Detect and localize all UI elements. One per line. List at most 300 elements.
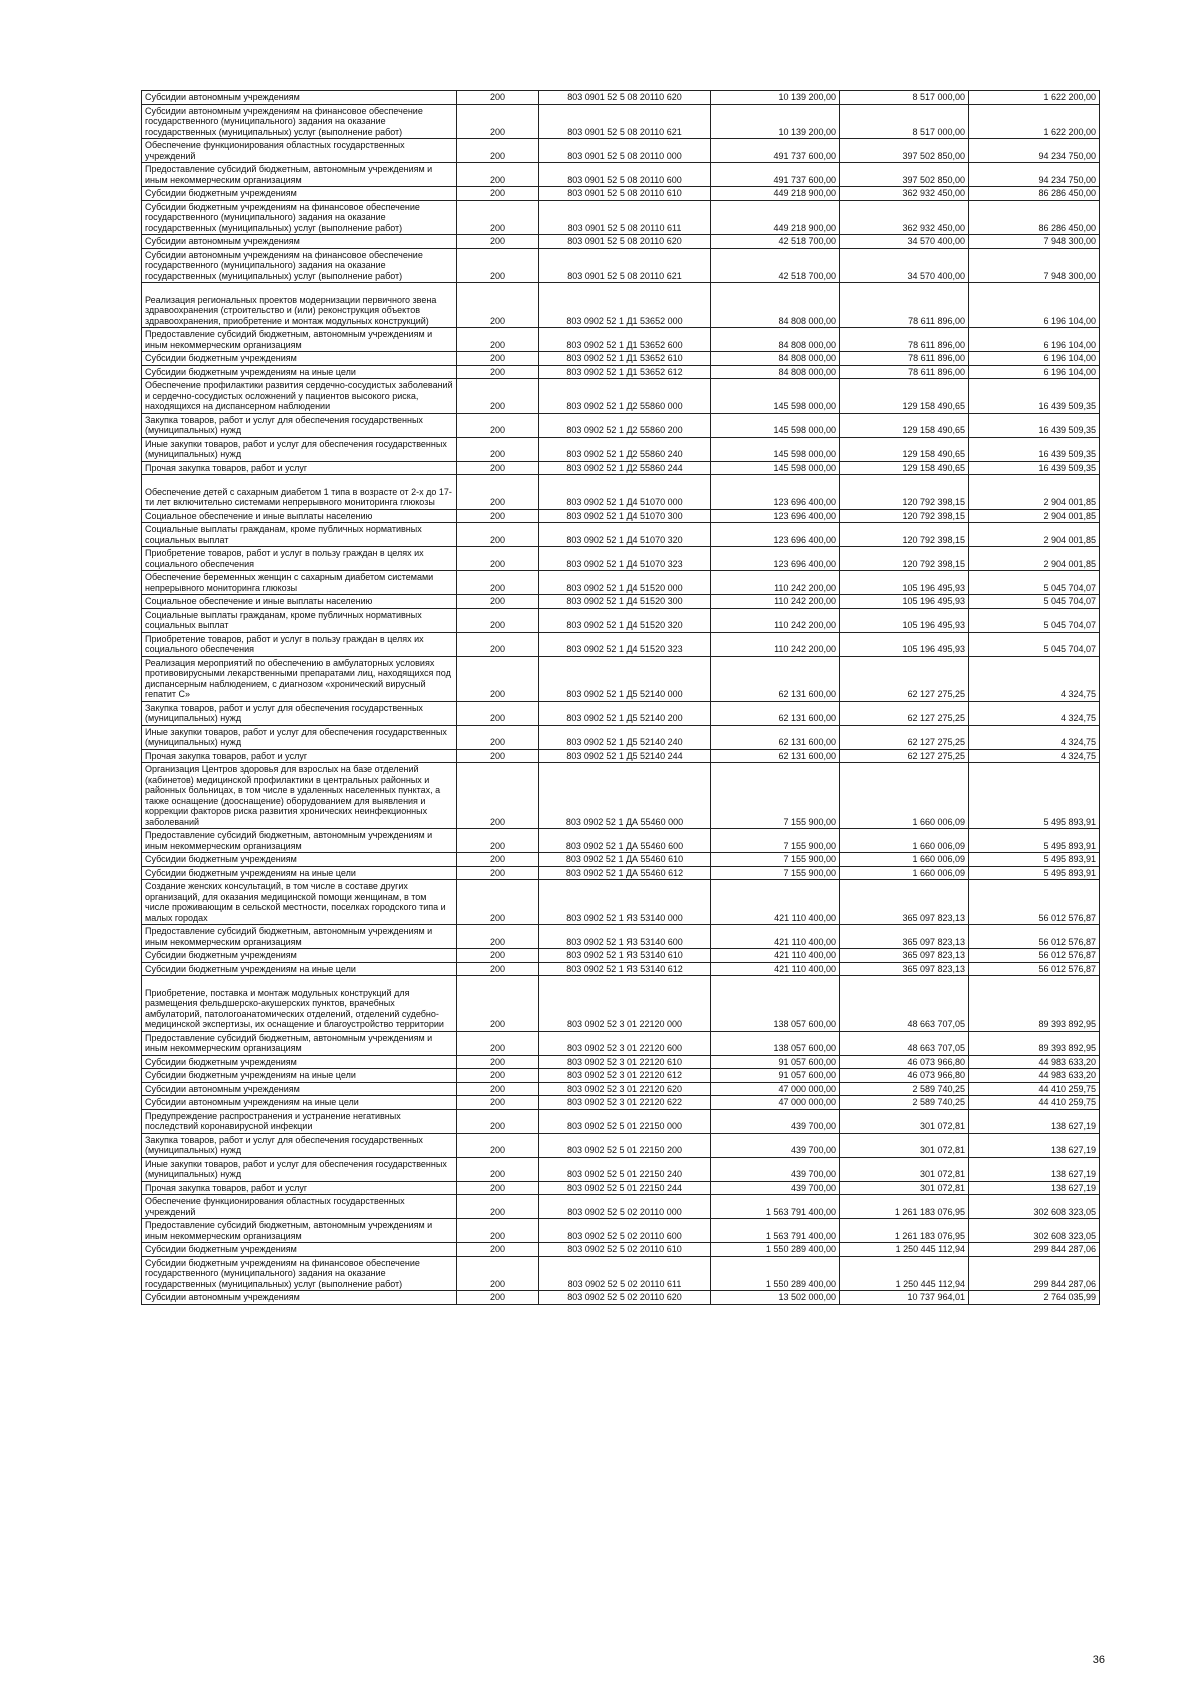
table-row — [142, 283, 1100, 328]
row-unexecuted: 299 844 287,06 — [969, 1256, 1100, 1291]
row-approved: 145 598 000,00 — [711, 413, 840, 437]
table-row — [142, 461, 1100, 475]
row-budget-code: 803 0902 52 5 02 20110 000 — [539, 1195, 711, 1219]
row-unexecuted: 299 844 287,06 — [969, 1243, 1100, 1257]
row-line-code: 200 — [457, 1031, 539, 1055]
row-executed: 78 611 896,00 — [840, 365, 969, 379]
row-name: Социальные выплаты гражданам, кроме публичных нормативных социальных выплат — [142, 523, 457, 547]
row-line-code: 200 — [457, 475, 539, 510]
row-executed: 2 589 740,25 — [840, 1096, 969, 1110]
row-unexecuted: 4 324,75 — [969, 701, 1100, 725]
row-line-code: 200 — [457, 656, 539, 701]
row-line-code: 200 — [457, 1055, 539, 1069]
row-approved: 145 598 000,00 — [711, 437, 840, 461]
row-budget-code: 803 0902 52 1 Д4 51070 000 — [539, 475, 711, 510]
table-row — [142, 1291, 1100, 1305]
row-approved: 138 057 600,00 — [711, 976, 840, 1032]
row-name: Приобретение, поставка и монтаж модульных конструкций для размещения фельдшерско-акушерских пунктов, врачебных амбулаторий, патологоанатомических отделений, отделений судебно-медицинской экспертизы, их оснащение и благоустройство территории — [142, 976, 457, 1032]
row-approved: 10 139 200,00 — [711, 91, 840, 105]
row-line-code: 200 — [457, 328, 539, 352]
row-budget-code: 803 0902 52 1 Д2 55860 000 — [539, 379, 711, 414]
row-unexecuted: 86 286 450,00 — [969, 200, 1100, 235]
row-approved: 13 502 000,00 — [711, 1291, 840, 1305]
row-name: Субсидии автономным учреждениям — [142, 1291, 457, 1305]
table-row — [142, 200, 1100, 235]
row-line-code: 200 — [457, 1195, 539, 1219]
row-line-code: 200 — [457, 976, 539, 1032]
row-line-code: 200 — [457, 163, 539, 187]
row-line-code: 200 — [457, 1219, 539, 1243]
row-name: Субсидии автономным учреждениям — [142, 235, 457, 249]
row-executed: 78 611 896,00 — [840, 352, 969, 366]
row-line-code: 200 — [457, 1243, 539, 1257]
row-unexecuted: 56 012 576,87 — [969, 880, 1100, 925]
row-line-code: 200 — [457, 608, 539, 632]
row-approved: 1 550 289 400,00 — [711, 1243, 840, 1257]
row-unexecuted: 5 495 893,91 — [969, 763, 1100, 829]
row-budget-code: 803 0902 52 1 Я3 53140 600 — [539, 925, 711, 949]
row-executed: 397 502 850,00 — [840, 163, 969, 187]
row-unexecuted: 44 410 259,75 — [969, 1082, 1100, 1096]
row-line-code: 200 — [457, 413, 539, 437]
row-line-code: 200 — [457, 200, 539, 235]
table-row — [142, 509, 1100, 523]
table-row — [142, 595, 1100, 609]
row-name: Субсидии автономным учреждениям — [142, 91, 457, 105]
row-budget-code: 803 0902 52 1 Я3 53140 000 — [539, 880, 711, 925]
row-line-code: 200 — [457, 139, 539, 163]
row-line-code: 200 — [457, 1291, 539, 1305]
row-name: Предоставление субсидий бюджетным, автономным учреждениям и иным некоммерческим организациям — [142, 328, 457, 352]
table-row — [142, 91, 1100, 105]
table-row — [142, 701, 1100, 725]
row-executed: 301 072,81 — [840, 1109, 969, 1133]
table-row — [142, 1109, 1100, 1133]
row-budget-code: 803 0902 52 1 Д1 53652 610 — [539, 352, 711, 366]
row-unexecuted: 89 393 892,95 — [969, 976, 1100, 1032]
row-executed: 10 737 964,01 — [840, 1291, 969, 1305]
row-executed: 62 127 275,25 — [840, 749, 969, 763]
row-budget-code: 803 0902 52 1 Д5 52140 000 — [539, 656, 711, 701]
row-approved: 110 242 200,00 — [711, 595, 840, 609]
row-name: Прочая закупка товаров, работ и услуг — [142, 749, 457, 763]
row-budget-code: 803 0902 52 3 01 22120 600 — [539, 1031, 711, 1055]
row-executed: 105 196 495,93 — [840, 608, 969, 632]
row-approved: 62 131 600,00 — [711, 725, 840, 749]
row-line-code: 200 — [457, 509, 539, 523]
row-name: Субсидии бюджетным учреждениям на иные цели — [142, 365, 457, 379]
row-approved: 449 218 900,00 — [711, 187, 840, 201]
table-row — [142, 523, 1100, 547]
row-executed: 78 611 896,00 — [840, 283, 969, 328]
row-name: Закупка товаров, работ и услуг для обеспечения государственных (муниципальных) нужд — [142, 701, 457, 725]
table-row — [142, 656, 1100, 701]
row-executed: 129 158 490,65 — [840, 461, 969, 475]
row-executed: 362 932 450,00 — [840, 200, 969, 235]
row-unexecuted: 5 495 893,91 — [969, 853, 1100, 867]
row-line-code: 200 — [457, 235, 539, 249]
row-budget-code: 803 0902 52 5 02 20110 611 — [539, 1256, 711, 1291]
row-budget-code: 803 0902 52 1 Д5 52140 244 — [539, 749, 711, 763]
row-unexecuted: 7 948 300,00 — [969, 248, 1100, 283]
row-name: Иные закупки товаров, работ и услуг для обеспечения государственных (муниципальных) нужд — [142, 1157, 457, 1181]
row-approved: 47 000 000,00 — [711, 1082, 840, 1096]
table-row — [142, 248, 1100, 283]
table-row — [142, 763, 1100, 829]
row-line-code: 200 — [457, 104, 539, 139]
row-executed: 46 073 966,80 — [840, 1055, 969, 1069]
table-row — [142, 1069, 1100, 1083]
row-line-code: 200 — [457, 379, 539, 414]
row-unexecuted: 6 196 104,00 — [969, 365, 1100, 379]
row-line-code: 200 — [457, 1069, 539, 1083]
page-number: 36 — [1092, 1654, 1105, 1666]
row-executed: 365 097 823,13 — [840, 962, 969, 976]
row-line-code: 200 — [457, 1256, 539, 1291]
row-executed: 362 932 450,00 — [840, 187, 969, 201]
row-executed: 120 792 398,15 — [840, 547, 969, 571]
row-budget-code: 803 0902 52 1 Д2 55860 200 — [539, 413, 711, 437]
row-unexecuted: 4 324,75 — [969, 725, 1100, 749]
row-line-code: 200 — [457, 853, 539, 867]
row-budget-code: 803 0902 52 1 ДА 55460 612 — [539, 866, 711, 880]
row-approved: 421 110 400,00 — [711, 949, 840, 963]
row-executed: 301 072,81 — [840, 1181, 969, 1195]
row-unexecuted: 5 045 704,07 — [969, 608, 1100, 632]
row-approved: 42 518 700,00 — [711, 248, 840, 283]
table-row — [142, 880, 1100, 925]
row-budget-code: 803 0901 52 5 08 20110 621 — [539, 248, 711, 283]
row-approved: 1 550 289 400,00 — [711, 1256, 840, 1291]
row-unexecuted: 2 904 001,85 — [969, 475, 1100, 510]
row-line-code: 200 — [457, 365, 539, 379]
row-name: Приобретение товаров, работ и услуг в пользу граждан в целях их социального обеспечения — [142, 547, 457, 571]
table-row — [142, 829, 1100, 853]
row-executed: 2 589 740,25 — [840, 1082, 969, 1096]
row-executed: 1 660 006,09 — [840, 853, 969, 867]
row-approved: 439 700,00 — [711, 1181, 840, 1195]
row-budget-code: 803 0902 52 5 02 20110 620 — [539, 1291, 711, 1305]
row-budget-code: 803 0902 52 1 ДА 55460 000 — [539, 763, 711, 829]
table-row — [142, 379, 1100, 414]
row-unexecuted: 7 948 300,00 — [969, 235, 1100, 249]
row-approved: 110 242 200,00 — [711, 632, 840, 656]
row-name: Обеспечение профилактики развития сердечно-сосудистых заболеваний и сердечно-сосудистых осложнений у пациентов высокого риска, находящихся на диспансерном наблюдении — [142, 379, 457, 414]
table-row — [142, 547, 1100, 571]
row-budget-code: 803 0901 52 5 08 20110 000 — [539, 139, 711, 163]
budget-table — [141, 90, 1100, 1305]
row-line-code: 200 — [457, 437, 539, 461]
row-approved: 62 131 600,00 — [711, 701, 840, 725]
table-row — [142, 608, 1100, 632]
row-approved: 1 563 791 400,00 — [711, 1195, 840, 1219]
row-name: Реализация мероприятий по обеспечению в амбулаторных условиях противовирусными лекарственными препаратами лиц, находящихся под диспансерным наблюдением, с диагнозом «хронический вирусный гепатит С» — [142, 656, 457, 701]
row-budget-code: 803 0902 52 3 01 22120 610 — [539, 1055, 711, 1069]
row-name: Прочая закупка товаров, работ и услуг — [142, 461, 457, 475]
row-approved: 7 155 900,00 — [711, 866, 840, 880]
row-approved: 62 131 600,00 — [711, 749, 840, 763]
table-row — [142, 1082, 1100, 1096]
row-executed: 48 663 707,05 — [840, 976, 969, 1032]
row-budget-code: 803 0902 52 3 01 22120 612 — [539, 1069, 711, 1083]
table-row — [142, 725, 1100, 749]
row-name: Предоставление субсидий бюджетным, автономным учреждениям и иным некоммерческим организациям — [142, 925, 457, 949]
row-budget-code: 803 0902 52 5 02 20110 600 — [539, 1219, 711, 1243]
row-approved: 62 131 600,00 — [711, 656, 840, 701]
row-budget-code: 803 0901 52 5 08 20110 600 — [539, 163, 711, 187]
row-name: Субсидии бюджетным учреждениям — [142, 1243, 457, 1257]
row-budget-code: 803 0902 52 1 Д2 55860 240 — [539, 437, 711, 461]
row-unexecuted: 6 196 104,00 — [969, 328, 1100, 352]
row-executed: 365 097 823,13 — [840, 949, 969, 963]
row-name: Субсидии бюджетным учреждениям — [142, 949, 457, 963]
row-unexecuted: 16 439 509,35 — [969, 461, 1100, 475]
row-line-code: 200 — [457, 962, 539, 976]
row-budget-code: 803 0902 52 5 01 22150 240 — [539, 1157, 711, 1181]
row-unexecuted: 2 904 001,85 — [969, 547, 1100, 571]
row-approved: 84 808 000,00 — [711, 283, 840, 328]
row-unexecuted: 56 012 576,87 — [969, 949, 1100, 963]
row-approved: 7 155 900,00 — [711, 853, 840, 867]
row-line-code: 200 — [457, 1082, 539, 1096]
row-approved: 491 737 600,00 — [711, 163, 840, 187]
table-row — [142, 1133, 1100, 1157]
row-name: Субсидии бюджетным учреждениям на иные цели — [142, 1069, 457, 1083]
row-approved: 491 737 600,00 — [711, 139, 840, 163]
row-executed: 1 261 183 076,95 — [840, 1219, 969, 1243]
row-approved: 110 242 200,00 — [711, 571, 840, 595]
row-executed: 1 660 006,09 — [840, 829, 969, 853]
table-row — [142, 1031, 1100, 1055]
row-approved: 123 696 400,00 — [711, 523, 840, 547]
row-name: Организация Центров здоровья для взрослых на базе отделений (кабинетов) медицинской профилактики в центральных районных и районных больницах, в том числе в удаленных населенных пунктах, а также оснащение (дооснащение) оборудованием для выявления и коррекции факторов риска развития хронических неинфекционных заболеваний — [142, 763, 457, 829]
row-name: Иные закупки товаров, работ и услуг для обеспечения государственных (муниципальных) нужд — [142, 437, 457, 461]
row-executed: 48 663 707,05 — [840, 1031, 969, 1055]
table-row — [142, 1219, 1100, 1243]
row-budget-code: 803 0902 52 1 Я3 53140 610 — [539, 949, 711, 963]
table-row — [142, 571, 1100, 595]
row-unexecuted: 4 324,75 — [969, 656, 1100, 701]
row-line-code: 200 — [457, 763, 539, 829]
row-name: Обеспечение детей с сахарным диабетом 1 типа в возрасте от 2-х до 17-ти лет включительно системами непрерывного мониторинга глюкозы — [142, 475, 457, 510]
row-name: Иные закупки товаров, работ и услуг для обеспечения государственных (муниципальных) нужд — [142, 725, 457, 749]
row-approved: 138 057 600,00 — [711, 1031, 840, 1055]
table-row — [142, 328, 1100, 352]
table-row — [142, 976, 1100, 1032]
row-unexecuted: 6 196 104,00 — [969, 283, 1100, 328]
row-executed: 62 127 275,25 — [840, 656, 969, 701]
row-name: Субсидии автономным учреждениям на финансовое обеспечение государственного (муниципального) задания на оказание государственных (муниципальных) услуг (выполнение работ) — [142, 104, 457, 139]
row-approved: 145 598 000,00 — [711, 461, 840, 475]
row-budget-code: 803 0902 52 3 01 22120 000 — [539, 976, 711, 1032]
row-approved: 439 700,00 — [711, 1133, 840, 1157]
row-unexecuted: 2 904 001,85 — [969, 523, 1100, 547]
row-executed: 1 261 183 076,95 — [840, 1195, 969, 1219]
table-row — [142, 1256, 1100, 1291]
row-budget-code: 803 0902 52 1 Д4 51520 000 — [539, 571, 711, 595]
table-row — [142, 235, 1100, 249]
row-unexecuted: 44 983 633,20 — [969, 1069, 1100, 1083]
row-budget-code: 803 0902 52 1 Д4 51070 320 — [539, 523, 711, 547]
row-name: Субсидии бюджетным учреждениям — [142, 853, 457, 867]
row-approved: 91 057 600,00 — [711, 1069, 840, 1083]
row-budget-code: 803 0902 52 5 01 22150 200 — [539, 1133, 711, 1157]
row-name: Субсидии бюджетным учреждениям — [142, 1055, 457, 1069]
row-unexecuted: 4 324,75 — [969, 749, 1100, 763]
row-executed: 1 250 445 112,94 — [840, 1256, 969, 1291]
table-row — [142, 853, 1100, 867]
table-row — [142, 962, 1100, 976]
row-approved: 123 696 400,00 — [711, 509, 840, 523]
row-unexecuted: 16 439 509,35 — [969, 379, 1100, 414]
row-line-code: 200 — [457, 461, 539, 475]
table-row — [142, 1195, 1100, 1219]
row-line-code: 200 — [457, 547, 539, 571]
row-name: Приобретение товаров, работ и услуг в пользу граждан в целях их социального обеспечения — [142, 632, 457, 656]
row-unexecuted: 5 045 704,07 — [969, 595, 1100, 609]
row-unexecuted: 94 234 750,00 — [969, 163, 1100, 187]
row-budget-code: 803 0902 52 1 Д2 55860 244 — [539, 461, 711, 475]
row-line-code: 200 — [457, 632, 539, 656]
row-approved: 421 110 400,00 — [711, 925, 840, 949]
row-budget-code: 803 0902 52 1 Д1 53652 612 — [539, 365, 711, 379]
row-name: Создание женских консультаций, в том числе в составе других организаций, для оказания медицинской помощи женщинам, в том числе проживающим в сельской местности, поселках городского типа и малых городах — [142, 880, 457, 925]
row-unexecuted: 5 495 893,91 — [969, 866, 1100, 880]
row-line-code: 200 — [457, 1157, 539, 1181]
row-unexecuted: 2 904 001,85 — [969, 509, 1100, 523]
table-row — [142, 1096, 1100, 1110]
row-unexecuted: 16 439 509,35 — [969, 413, 1100, 437]
row-name: Социальные выплаты гражданам, кроме публичных нормативных социальных выплат — [142, 608, 457, 632]
row-name: Субсидии бюджетным учреждениям — [142, 352, 457, 366]
row-approved: 91 057 600,00 — [711, 1055, 840, 1069]
table-row — [142, 1243, 1100, 1257]
row-unexecuted: 138 627,19 — [969, 1109, 1100, 1133]
row-executed: 105 196 495,93 — [840, 595, 969, 609]
row-unexecuted: 302 608 323,05 — [969, 1219, 1100, 1243]
row-name: Субсидии бюджетным учреждениям на финансовое обеспечение государственного (муниципального) задания на оказание государственных (муниципальных) услуг (выполнение работ) — [142, 200, 457, 235]
table-row — [142, 104, 1100, 139]
row-unexecuted: 2 764 035,99 — [969, 1291, 1100, 1305]
row-executed: 1 660 006,09 — [840, 763, 969, 829]
row-name: Предоставление субсидий бюджетным, автономным учреждениям и иным некоммерческим организациям — [142, 1219, 457, 1243]
row-budget-code: 803 0902 52 1 Я3 53140 612 — [539, 962, 711, 976]
row-name: Обеспечение функционирования областных государственных учреждений — [142, 1195, 457, 1219]
row-executed: 78 611 896,00 — [840, 328, 969, 352]
row-budget-code: 803 0902 52 3 01 22120 620 — [539, 1082, 711, 1096]
row-unexecuted: 138 627,19 — [969, 1181, 1100, 1195]
table-row — [142, 365, 1100, 379]
row-executed: 8 517 000,00 — [840, 104, 969, 139]
row-executed: 301 072,81 — [840, 1157, 969, 1181]
row-executed: 365 097 823,13 — [840, 880, 969, 925]
row-budget-code: 803 0902 52 5 01 22150 244 — [539, 1181, 711, 1195]
row-budget-code: 803 0902 52 3 01 22120 622 — [539, 1096, 711, 1110]
row-budget-code: 803 0902 52 1 Д5 52140 240 — [539, 725, 711, 749]
row-line-code: 200 — [457, 880, 539, 925]
row-unexecuted: 86 286 450,00 — [969, 187, 1100, 201]
row-line-code: 200 — [457, 283, 539, 328]
row-line-code: 200 — [457, 701, 539, 725]
row-budget-code: 803 0902 52 5 01 22150 000 — [539, 1109, 711, 1133]
row-line-code: 200 — [457, 1109, 539, 1133]
row-budget-code: 803 0902 52 1 Д4 51520 300 — [539, 595, 711, 609]
row-approved: 84 808 000,00 — [711, 365, 840, 379]
row-executed: 301 072,81 — [840, 1133, 969, 1157]
row-budget-code: 803 0902 52 5 02 20110 610 — [539, 1243, 711, 1257]
row-unexecuted: 56 012 576,87 — [969, 962, 1100, 976]
row-budget-code: 803 0902 52 1 Д4 51070 300 — [539, 509, 711, 523]
row-unexecuted: 1 622 200,00 — [969, 91, 1100, 105]
row-executed: 105 196 495,93 — [840, 571, 969, 595]
row-name: Предоставление субсидий бюджетным, автономным учреждениям и иным некоммерческим организациям — [142, 829, 457, 853]
row-unexecuted: 5 045 704,07 — [969, 632, 1100, 656]
row-name: Субсидии бюджетным учреждениям — [142, 187, 457, 201]
row-line-code: 200 — [457, 523, 539, 547]
row-line-code: 200 — [457, 1133, 539, 1157]
row-line-code: 200 — [457, 866, 539, 880]
row-name: Реализация региональных проектов модернизации первичного звена здравоохранения (строительство и (или) реконструкция объектов здравоохранения, приобретение и монтаж модульных конструкций) — [142, 283, 457, 328]
row-line-code: 200 — [457, 248, 539, 283]
row-budget-code: 803 0902 52 1 ДА 55460 610 — [539, 853, 711, 867]
row-name: Субсидии автономным учреждениям на финансовое обеспечение государственного (муниципального) задания на оказание государственных (муниципальных) услуг (выполнение работ) — [142, 248, 457, 283]
row-budget-code: 803 0902 52 1 Д4 51520 320 — [539, 608, 711, 632]
row-unexecuted: 5 045 704,07 — [969, 571, 1100, 595]
row-executed: 62 127 275,25 — [840, 701, 969, 725]
row-name: Субсидии бюджетным учреждениям на финансовое обеспечение государственного (муниципального) задания на оказание государственных (муниципальных) услуг (выполнение работ) — [142, 1256, 457, 1291]
row-approved: 449 218 900,00 — [711, 200, 840, 235]
row-line-code: 200 — [457, 949, 539, 963]
row-name: Предупреждение распространения и устранение негативных последствий коронавирусной инфекции — [142, 1109, 457, 1133]
row-name: Обеспечение беременных женщин с сахарным диабетом системами непрерывного мониторинга глюкозы — [142, 571, 457, 595]
row-unexecuted: 5 495 893,91 — [969, 829, 1100, 853]
row-approved: 84 808 000,00 — [711, 352, 840, 366]
row-executed: 365 097 823,13 — [840, 925, 969, 949]
row-line-code: 200 — [457, 925, 539, 949]
row-budget-code: 803 0902 52 1 Д1 53652 000 — [539, 283, 711, 328]
row-line-code: 200 — [457, 187, 539, 201]
row-unexecuted: 16 439 509,35 — [969, 437, 1100, 461]
row-executed: 120 792 398,15 — [840, 523, 969, 547]
row-executed: 129 158 490,65 — [840, 437, 969, 461]
row-executed: 62 127 275,25 — [840, 725, 969, 749]
row-approved: 1 563 791 400,00 — [711, 1219, 840, 1243]
row-approved: 421 110 400,00 — [711, 880, 840, 925]
row-line-code: 200 — [457, 749, 539, 763]
row-executed: 105 196 495,93 — [840, 632, 969, 656]
row-line-code: 200 — [457, 829, 539, 853]
row-unexecuted: 138 627,19 — [969, 1133, 1100, 1157]
row-unexecuted: 94 234 750,00 — [969, 139, 1100, 163]
row-name: Субсидии автономным учреждениям на иные цели — [142, 1096, 457, 1110]
table-row — [142, 925, 1100, 949]
row-budget-code: 803 0902 52 1 Д5 52140 200 — [539, 701, 711, 725]
row-approved: 42 518 700,00 — [711, 235, 840, 249]
row-executed: 120 792 398,15 — [840, 509, 969, 523]
table-row — [142, 866, 1100, 880]
row-approved: 110 242 200,00 — [711, 608, 840, 632]
row-unexecuted: 56 012 576,87 — [969, 925, 1100, 949]
table-row — [142, 437, 1100, 461]
row-line-code: 200 — [457, 1096, 539, 1110]
row-approved: 10 139 200,00 — [711, 104, 840, 139]
row-name: Социальное обеспечение и иные выплаты населению — [142, 595, 457, 609]
table-row — [142, 352, 1100, 366]
budget-table-body — [142, 91, 1100, 1305]
row-name: Закупка товаров, работ и услуг для обеспечения государственных (муниципальных) нужд — [142, 413, 457, 437]
row-budget-code: 803 0902 52 1 Д1 53652 600 — [539, 328, 711, 352]
row-approved: 47 000 000,00 — [711, 1096, 840, 1110]
